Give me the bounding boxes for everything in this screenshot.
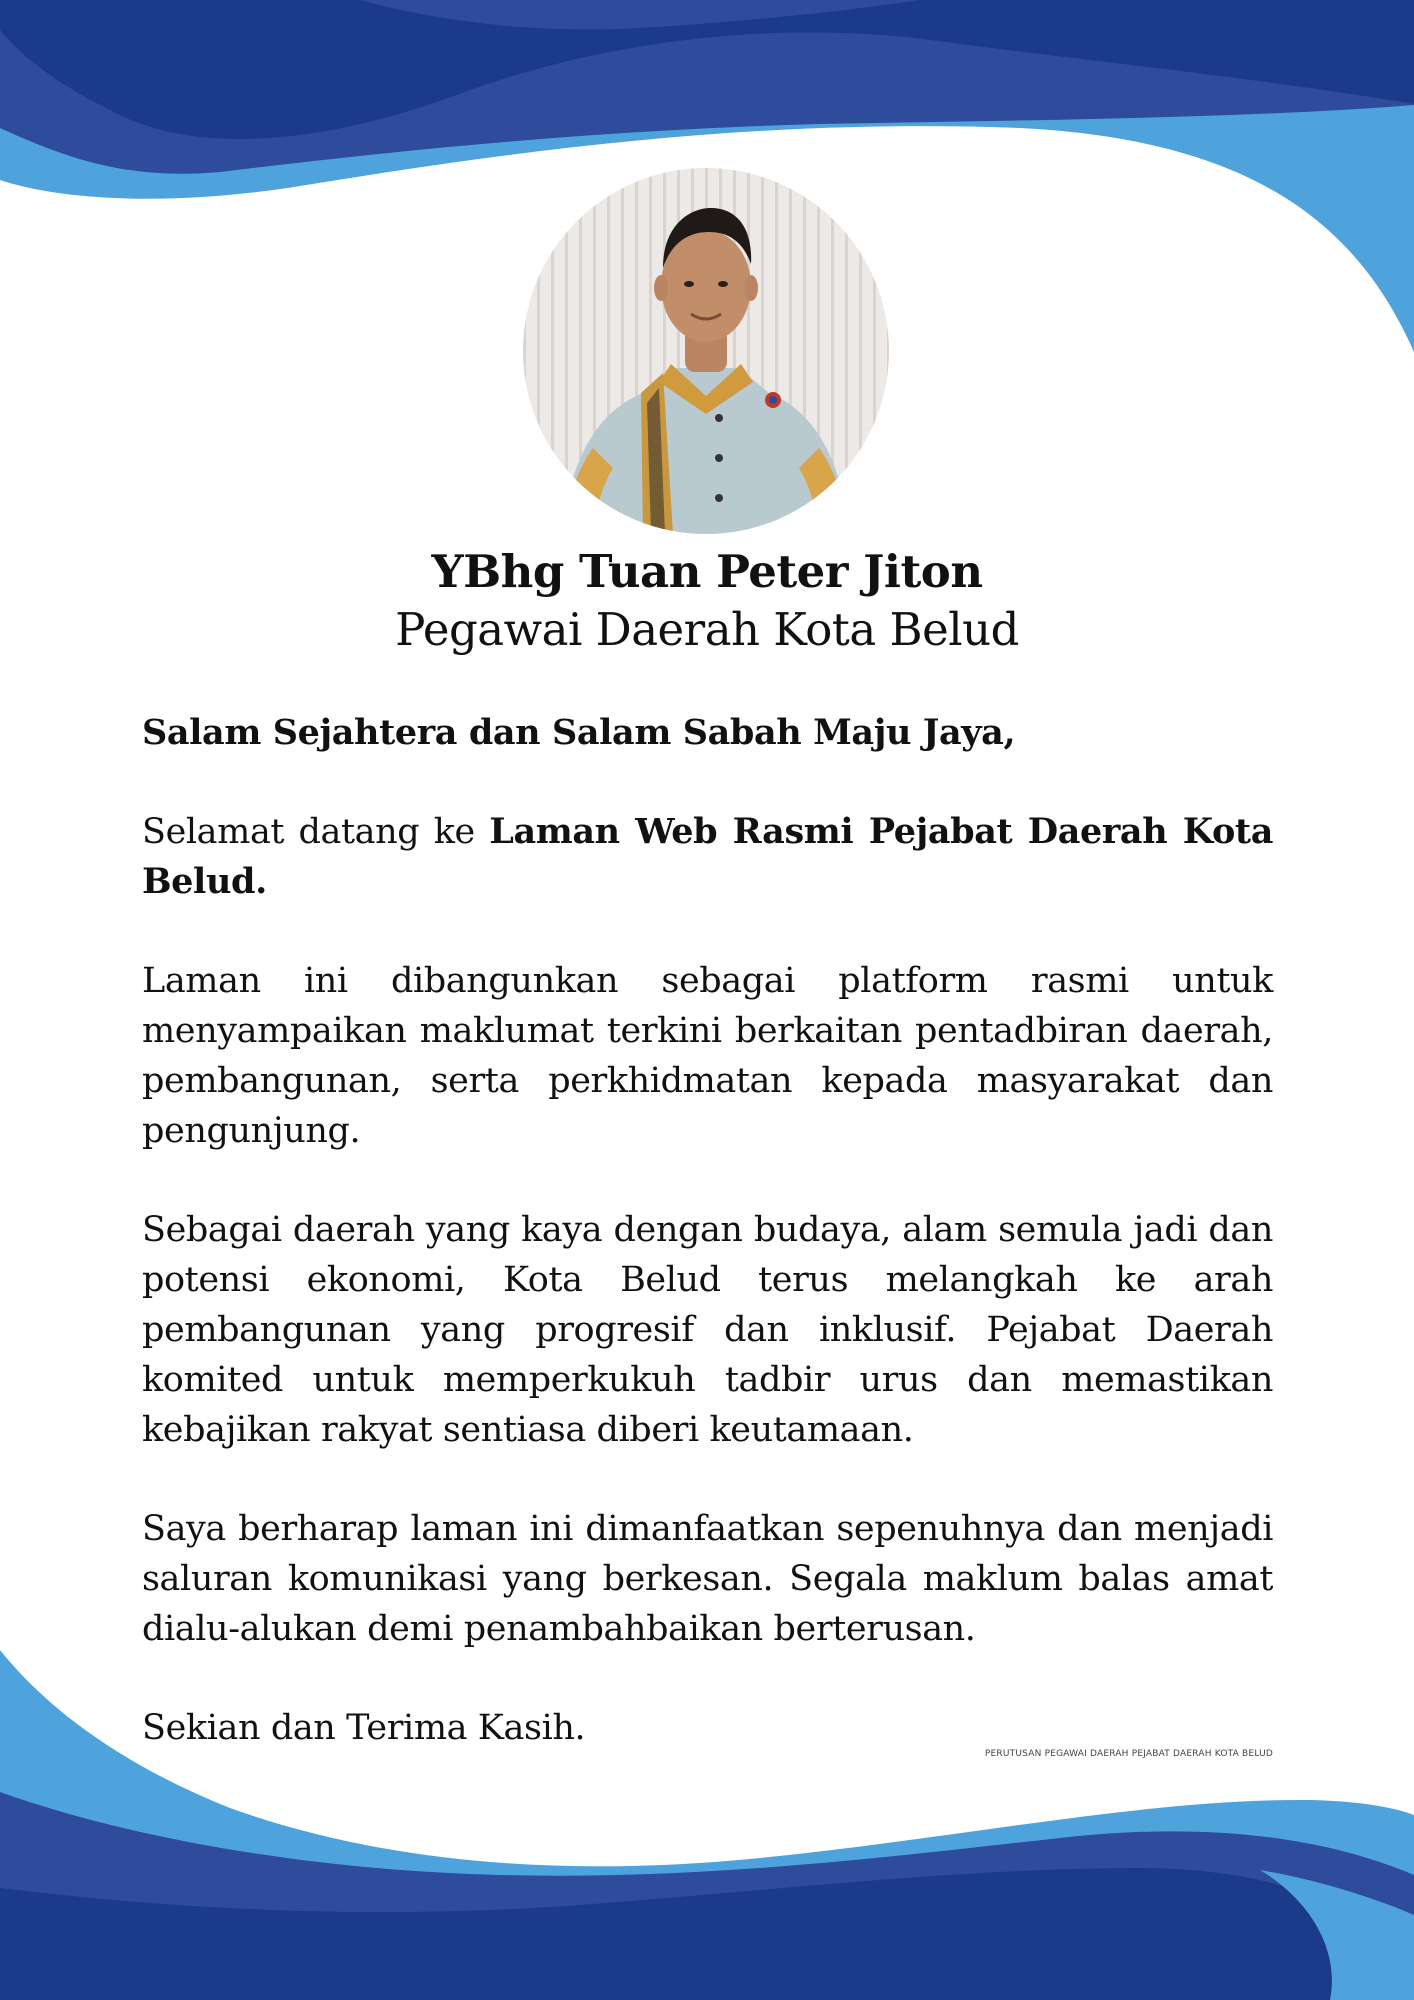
paragraph-district: Sebagai daerah yang kaya dengan budaya, alam semula jadi dan potensi ekonomi, Kota Belud terus melangkah ke arah pembangunan yang progresif dan inklusif. Pejabat Daerah komited untuk memperkukuh tadbir urus dan memastikan kebajikan rakyat sentiasa diberi keutamaan. xyxy=(142,1210,1273,1450)
welcome-prefix: Selamat datang ke xyxy=(142,812,475,852)
paragraph-platform: Laman ini dibangunkan sebagai platform rasmi untuk menyampaikan maklumat terkini berkaitan pentadbiran daerah, pembangunan, serta perkhidmatan kepada masyarakat dan pengunjung. xyxy=(142,961,1273,1151)
official-position: Pegawai Daerah Kota Belud xyxy=(395,603,1019,656)
closing-line: Sekian dan Terima Kasih. xyxy=(142,1708,586,1748)
letter-body xyxy=(142,708,1273,1753)
footer-caption: PERUTUSAN PEGAWAI DAERAH PEJABAT DAERAH KOTA BELUD xyxy=(984,1749,1273,1759)
greeting: Salam Sejahtera dan Salam Sabah Maju Jaya, xyxy=(142,712,1016,753)
welcome-paragraph xyxy=(142,807,1273,907)
website-name: Laman Web Rasmi Pejabat Daerah Kota Belud. xyxy=(142,811,1273,902)
official-name: YBhg Tuan Peter Jiton xyxy=(431,545,983,598)
paragraph-hope: Saya berharap laman ini dimanfaatkan sepenuhnya dan menjadi saluran komunikasi yang berkesan. Segala maklum balas amat dialu-alukan demi penambahbaikan berterusan. xyxy=(142,1509,1273,1649)
portrait-photo xyxy=(523,168,889,534)
